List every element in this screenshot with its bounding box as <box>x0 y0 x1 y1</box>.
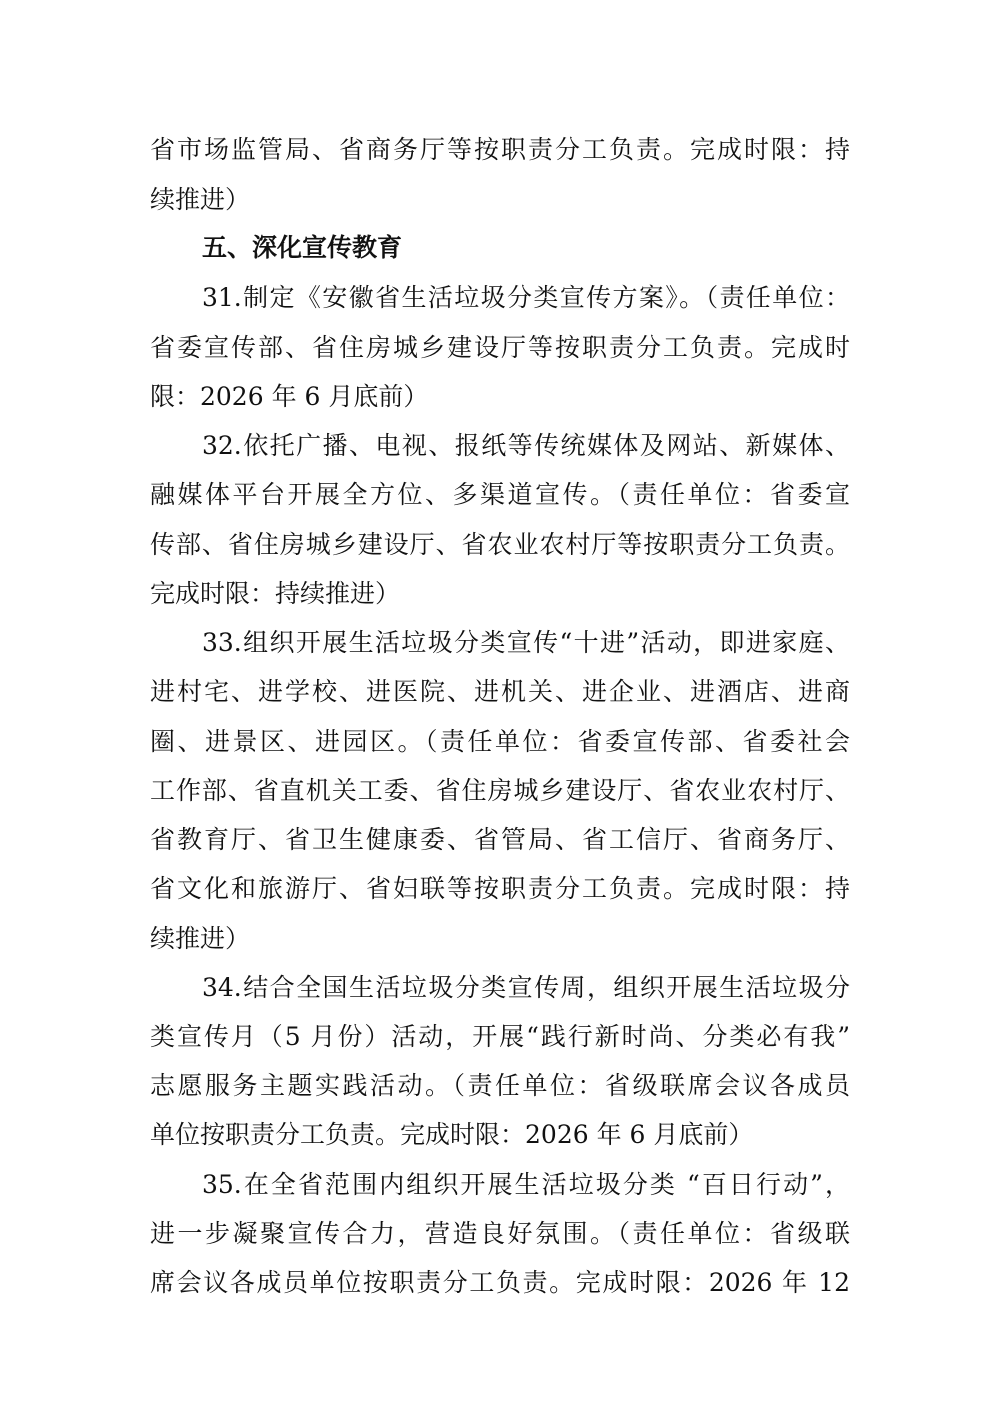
item-35-line: 进一步凝聚宣传合力，营造良好氛围。（责任单位：省级联 <box>150 1219 850 1248</box>
item-34-line: 类宣传月（5 月份）活动，开展“践行新时尚、分类必有我” <box>150 1022 850 1051</box>
item-33-line: 工作部、省直机关工委、省住房城乡建设厅、省农业农村厅、 <box>150 776 850 805</box>
item-32-line: 传部、省住房城乡建设厅、省农业农村厅等按职责分工负责。 <box>150 530 850 559</box>
item-35-line: 席会议各成员单位按职责分工负责。完成时限：2026 年 12 <box>150 1268 850 1297</box>
item-34-line: 34.结合全国生活垃圾分类宣传周，组织开展生活垃圾分 <box>202 973 850 1002</box>
item-35-line: 35.在全省范围内组织开展生活垃圾分类 “百日行动”， <box>202 1170 850 1199</box>
item-31-line: 省委宣传部、省住房城乡建设厅等按职责分工负责。完成时 <box>150 333 850 362</box>
item-34-line: 志愿服务主题实践活动。（责任单位：省级联席会议各成员 <box>150 1071 850 1100</box>
item-34-line: 单位按职责分工负责。完成时限：2026 年 6 月底前） <box>150 1120 754 1149</box>
item-33-line: 33.组织开展生活垃圾分类宣传“十进”活动，即进家庭、 <box>202 628 850 657</box>
item-33-line: 省教育厅、省卫生健康委、省管局、省工信厅、省商务厅、 <box>150 825 850 854</box>
item-31-line: 限：2026 年 6 月底前） <box>150 382 429 411</box>
text-line: 省市场监管局、省商务厅等按职责分工负责。完成时限：持 <box>150 135 850 164</box>
text-line: 续推进） <box>150 185 251 214</box>
section-heading: 五、深化宣传教育 <box>202 233 403 262</box>
item-33-line: 省文化和旅游厅、省妇联等按职责分工负责。完成时限：持 <box>150 874 850 903</box>
item-32-line: 32.依托广播、电视、报纸等传统媒体及网站、新媒体、 <box>202 431 850 460</box>
item-33-line: 进村宅、进学校、进医院、进机关、进企业、进酒店、进商 <box>150 677 850 706</box>
item-33-line: 圈、进景区、进园区。（责任单位：省委宣传部、省委社会 <box>150 727 850 756</box>
item-32-line: 完成时限：持续推进） <box>150 579 401 608</box>
item-31-line: 31.制定《安徽省生活垃圾分类宣传方案》。（责任单位： <box>202 283 850 312</box>
item-32-line: 融媒体平台开展全方位、多渠道宣传。（责任单位：省委宣 <box>150 480 850 509</box>
item-33-line: 续推进） <box>150 924 251 953</box>
